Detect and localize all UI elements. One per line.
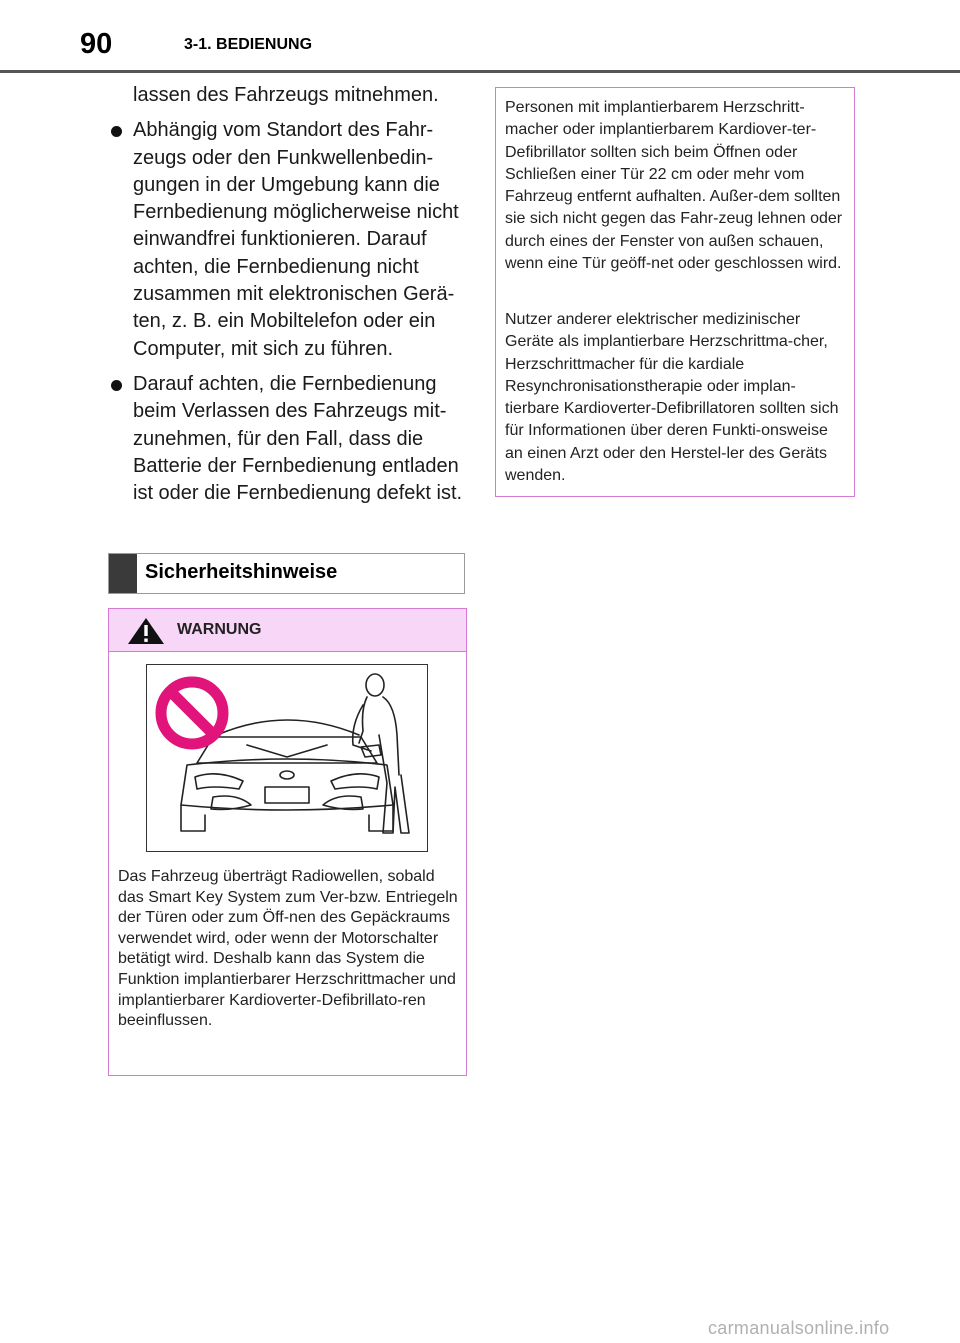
- warning-box: [108, 608, 467, 1076]
- list-item-text: Abhängig vom Standort des Fahr-zeugs oder den Funkwellenbedin-gungen in der Umgebung kann die Fernbedienung möglicherweise nicht einwandfrei funktionieren. Darauf achten, die Fernbedienung nicht zusammen mit elektronischen Gerä-ten, z. B. ein Mobiltelefon oder ein Computer, mit sich zu führen.: [133, 119, 459, 360]
- info-paragraph-1: Personen mit implantierbarem Herzschritt-macher oder implantierbarem Kardiover-ter-Defibrillator sollten sich beim Öffnen oder Schließen einer Tür 22 cm oder mehr vom Fahrzeug entfernt aufhalten. Außer-dem sollten sie sich nicht gegen das Fahr-zeug lehnen oder durch eines der Fenster von außen schauen, wenn eine Tür geöff-net oder geschlossen wird.: [505, 99, 843, 273]
- section-header: 3-1. BEDIENUNG: [184, 36, 313, 53]
- list-item: [108, 117, 468, 363]
- warning-text: [118, 867, 458, 1032]
- info-paragraph-2: Nutzer anderer elektrischer medizinischer Geräte als implantierbare Herzschrittma-cher, Herzschrittmacher für die kardiale Resynchronisationstherapie oder implan-tierbare Kardioverter-Defibrillatoren sollten sich für Informationen über deren Funkti-onsweise an einen Arzt oder den Herstel-ler des Geräts wenden.: [505, 311, 839, 485]
- list-item: [108, 371, 468, 507]
- bullet-icon: [111, 126, 122, 137]
- warning-triangle-icon: [126, 617, 166, 645]
- prohibition-icon: [154, 675, 230, 751]
- header-divider: [0, 70, 960, 73]
- list-item-text: Darauf achten, die Fernbedienung beim Verlassen des Fahrzeugs mit-zunehmen, für den Fall, dass die Batterie der Fernbedienung entladen ist oder die Fernbedienung defekt ist.: [133, 372, 463, 505]
- warning-paragraph: Das Fahrzeug überträgt Radiowellen, sobald das Smart Key System zum Ver-bzw. Entriegeln der Türen oder zum Öff-nen des Gepäckraums verwendet wird, oder wenn der Motorschalter betätigt wird. Deshalb kann das System die Funktion implantierbarer Herzschrittmacher und implantierbarer Kardioverter-Defibrillato-ren beeinflussen.: [118, 868, 458, 1030]
- bullet-icon: [111, 380, 122, 391]
- safety-heading-title: Sicherheitshinweise: [145, 561, 338, 583]
- warning-label: WARNUNG: [177, 621, 262, 638]
- page-number: 90: [80, 28, 113, 60]
- heading-bar: [109, 554, 137, 593]
- safety-section-heading: [108, 553, 465, 594]
- watermark: carmanualsonline.info: [708, 1318, 890, 1338]
- warning-header: [109, 609, 466, 652]
- car-warning-illustration: [146, 664, 428, 852]
- continuation-text: lassen des Fahrzeugs mitnehmen.: [133, 84, 439, 106]
- left-column: [108, 82, 468, 507]
- info-box: [495, 87, 855, 497]
